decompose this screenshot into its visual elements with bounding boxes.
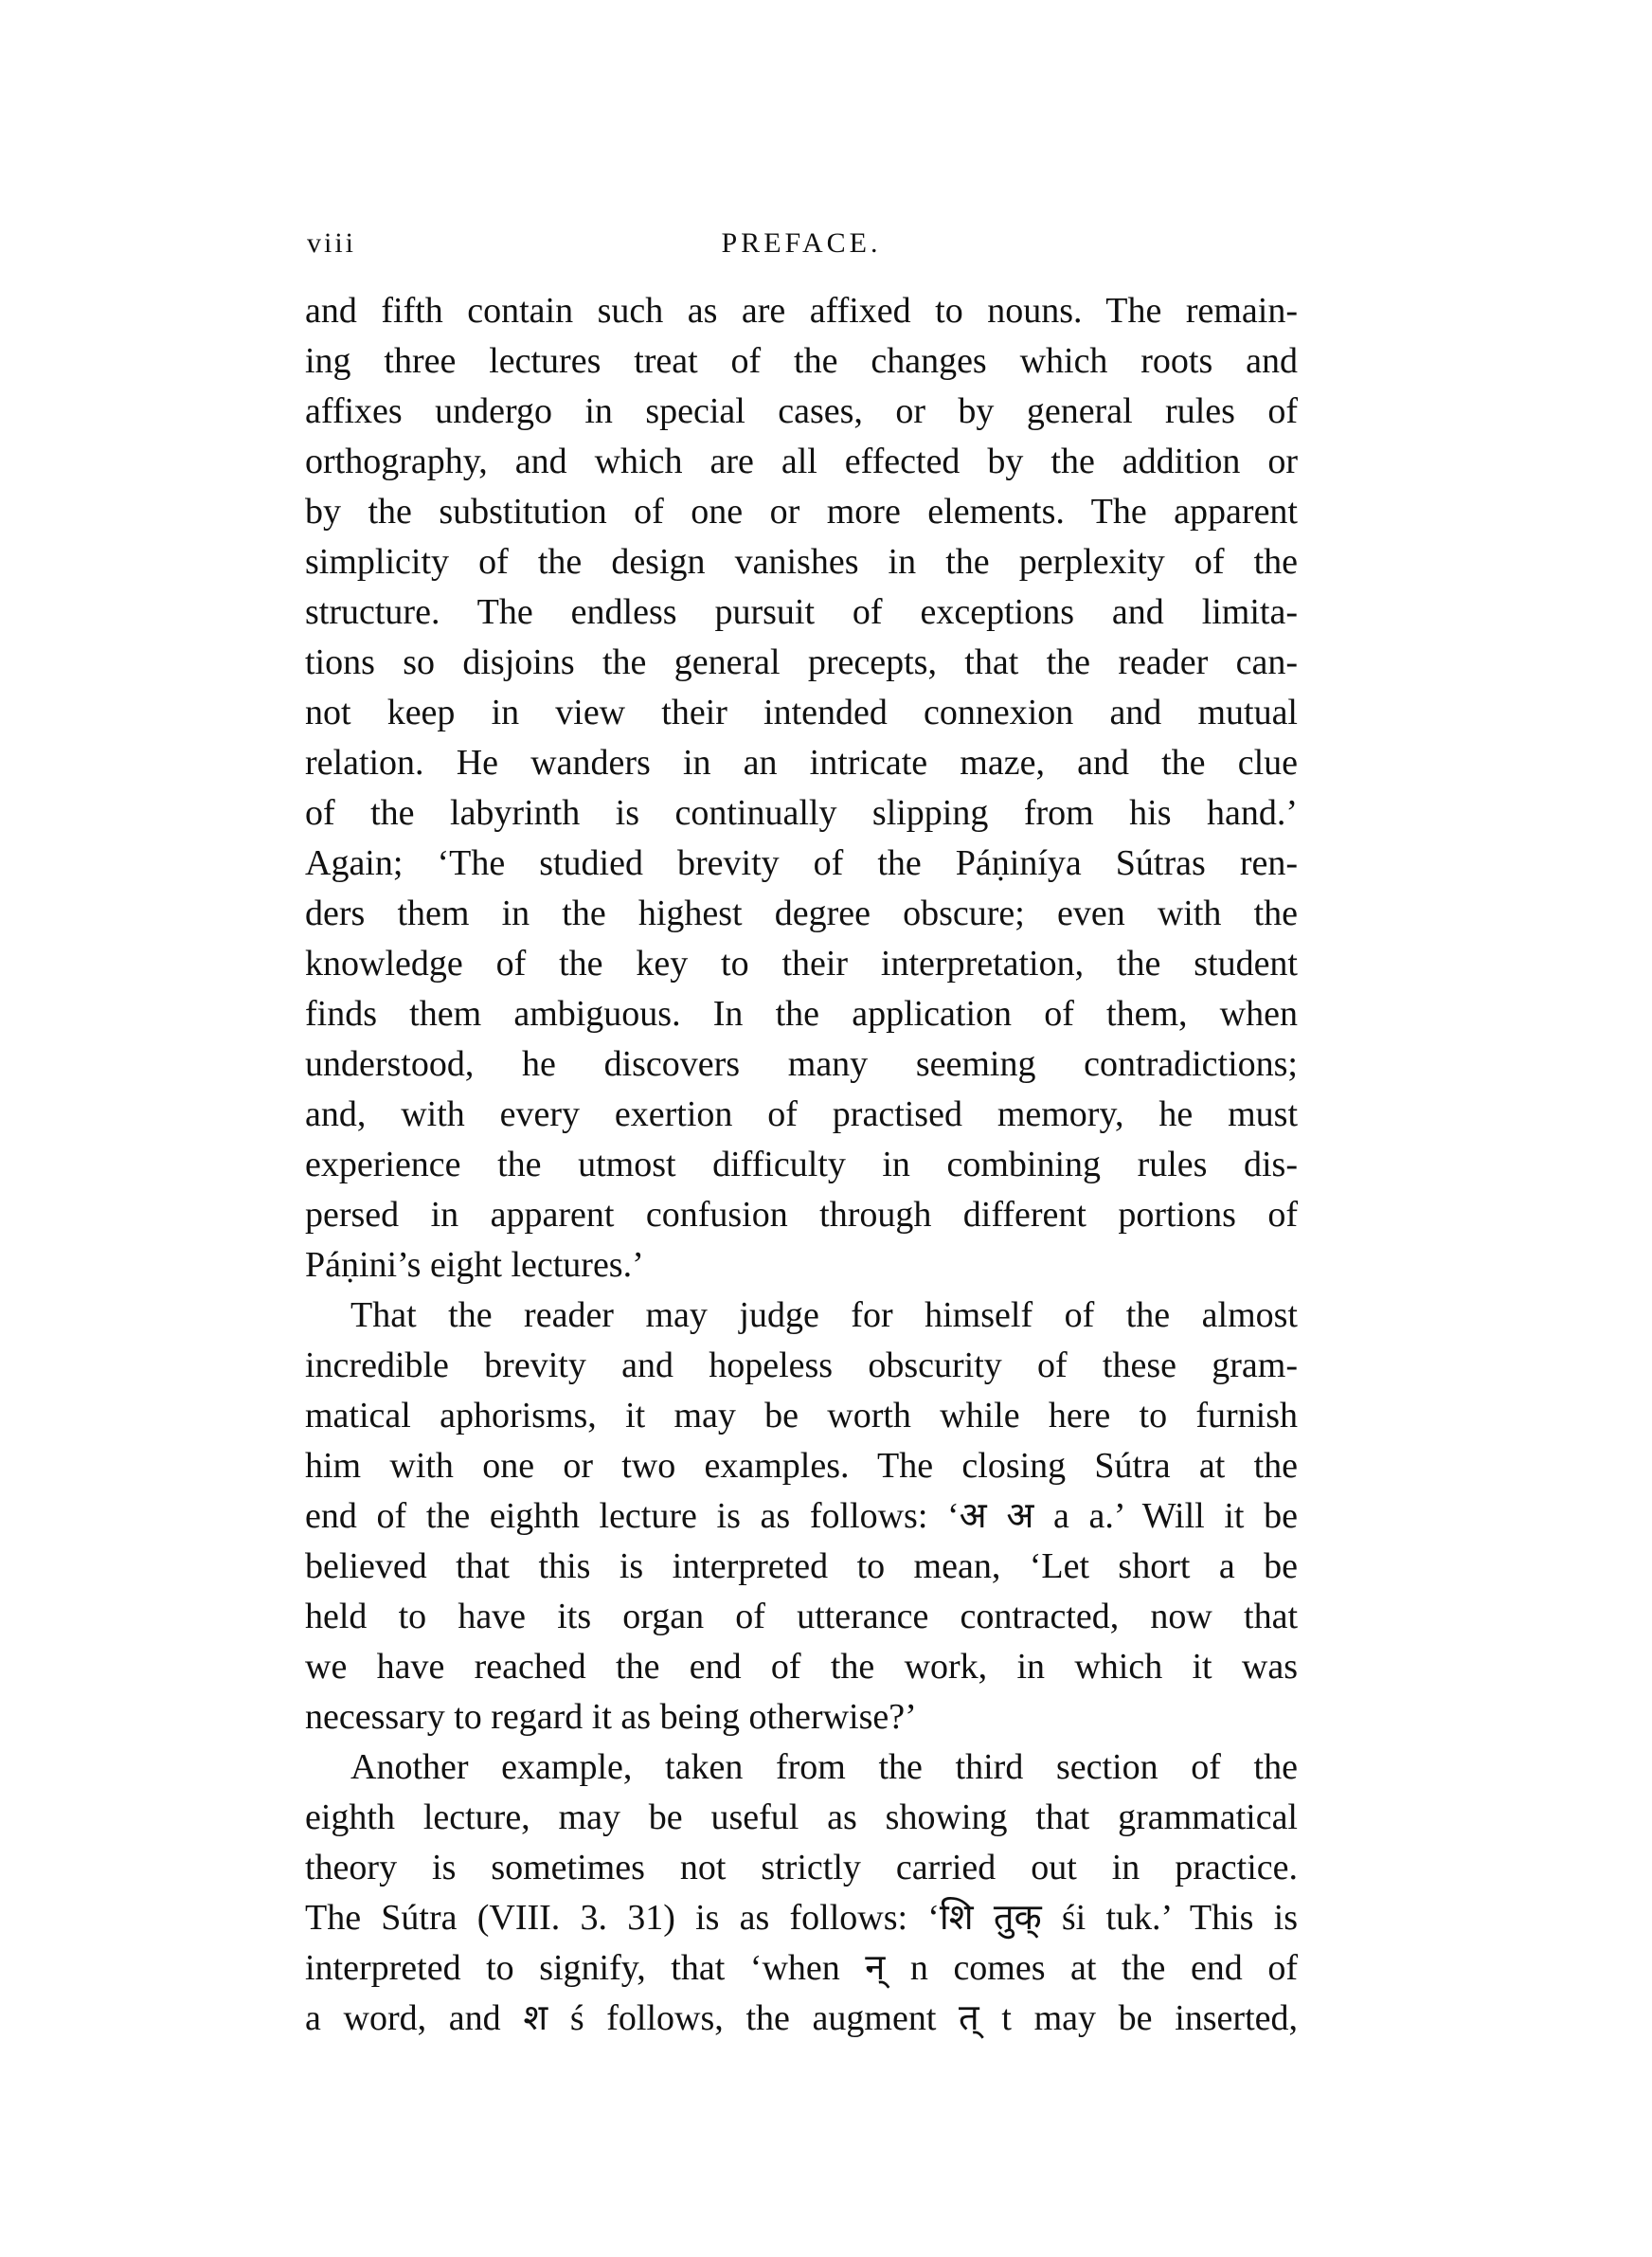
text-line: structure. The endless pursuit of exceptions and limita- [305, 592, 1298, 632]
text-line: by the substitution of one or more elements. The apparent [305, 492, 1298, 532]
text-line: a word, and श ś follows, the augment त् t may be inserted, [305, 1998, 1298, 2038]
text-line: of the labyrinth is continually slipping from his hand.’ [305, 793, 1298, 833]
text-line: The Sútra (VIII. 3. 31) is as follows: ‘शि तुक् śi tuk.’ This is [305, 1898, 1298, 1938]
text-line: orthography, and which are all effected by the addition or [305, 442, 1298, 481]
text-line: necessary to regard it as being otherwise?’ [305, 1697, 917, 1737]
text-line: interpreted to signify, that ‘when न् n comes at the end of [305, 1948, 1298, 1988]
text-line: and fifth contain such as are affixed to nouns. The remain- [305, 291, 1298, 331]
text-line: Páṇini’s eight lectures.’ [305, 1245, 644, 1285]
text-line: affixes undergo in special cases, or by general rules of [305, 391, 1298, 431]
page-header [305, 227, 1298, 277]
text-line: understood, he discovers many seeming contradictions; [305, 1044, 1298, 1084]
text-line: eighth lecture, may be useful as showing that grammatical [305, 1797, 1298, 1837]
text-line: relation. He wanders in an intricate maze, and the clue [305, 743, 1298, 783]
text-line: That the reader may judge for himself of the almost [350, 1295, 1298, 1335]
text-line: simplicity of the design vanishes in the perplexity of the [305, 542, 1298, 582]
text-line: held to have its organ of utterance contracted, now that [305, 1597, 1298, 1636]
text-line: believed that this is interpreted to mean, ‘Let short a be [305, 1546, 1298, 1586]
running-title: PREFACE. [721, 227, 882, 259]
text-line: experience the utmost difficulty in combining rules dis- [305, 1145, 1298, 1184]
text-line: ing three lectures treat of the changes which roots and [305, 341, 1298, 381]
text-line: finds them ambiguous. In the application of them, when [305, 994, 1298, 1034]
book-page [305, 227, 1298, 2044]
paragraph [305, 1291, 1298, 1742]
text-line: him with one or two examples. The closing Sútra at the [305, 1446, 1298, 1486]
text-line: Another example, taken from the third section of the [350, 1747, 1298, 1787]
text-line: knowledge of the key to their interpretation, the student [305, 944, 1298, 984]
text-line: tions so disjoins the general precepts, that the reader can- [305, 642, 1298, 682]
text-line: not keep in view their intended connexion and mutual [305, 693, 1298, 732]
paragraph [305, 1742, 1298, 2044]
paragraph [305, 286, 1298, 1291]
text-line: persed in apparent confusion through different portions of [305, 1195, 1298, 1235]
text-line: end of the eighth lecture is as follows: ‘अ अ a a.’ Will it be [305, 1496, 1298, 1536]
text-line: and, with every exertion of practised memory, he must [305, 1094, 1298, 1134]
text-line: incredible brevity and hopeless obscurity of these gram- [305, 1345, 1298, 1385]
text-line: Again; ‘The studied brevity of the Páṇiníya Sútras ren- [305, 843, 1298, 883]
page-body [305, 286, 1298, 2044]
text-line: theory is sometimes not strictly carried out in practice. [305, 1848, 1298, 1887]
page-number: viii [307, 227, 357, 259]
text-line: we have reached the end of the work, in which it was [305, 1647, 1298, 1687]
text-line: ders them in the highest degree obscure; even with the [305, 894, 1298, 933]
text-line: matical aphorisms, it may be worth while here to furnish [305, 1396, 1298, 1435]
